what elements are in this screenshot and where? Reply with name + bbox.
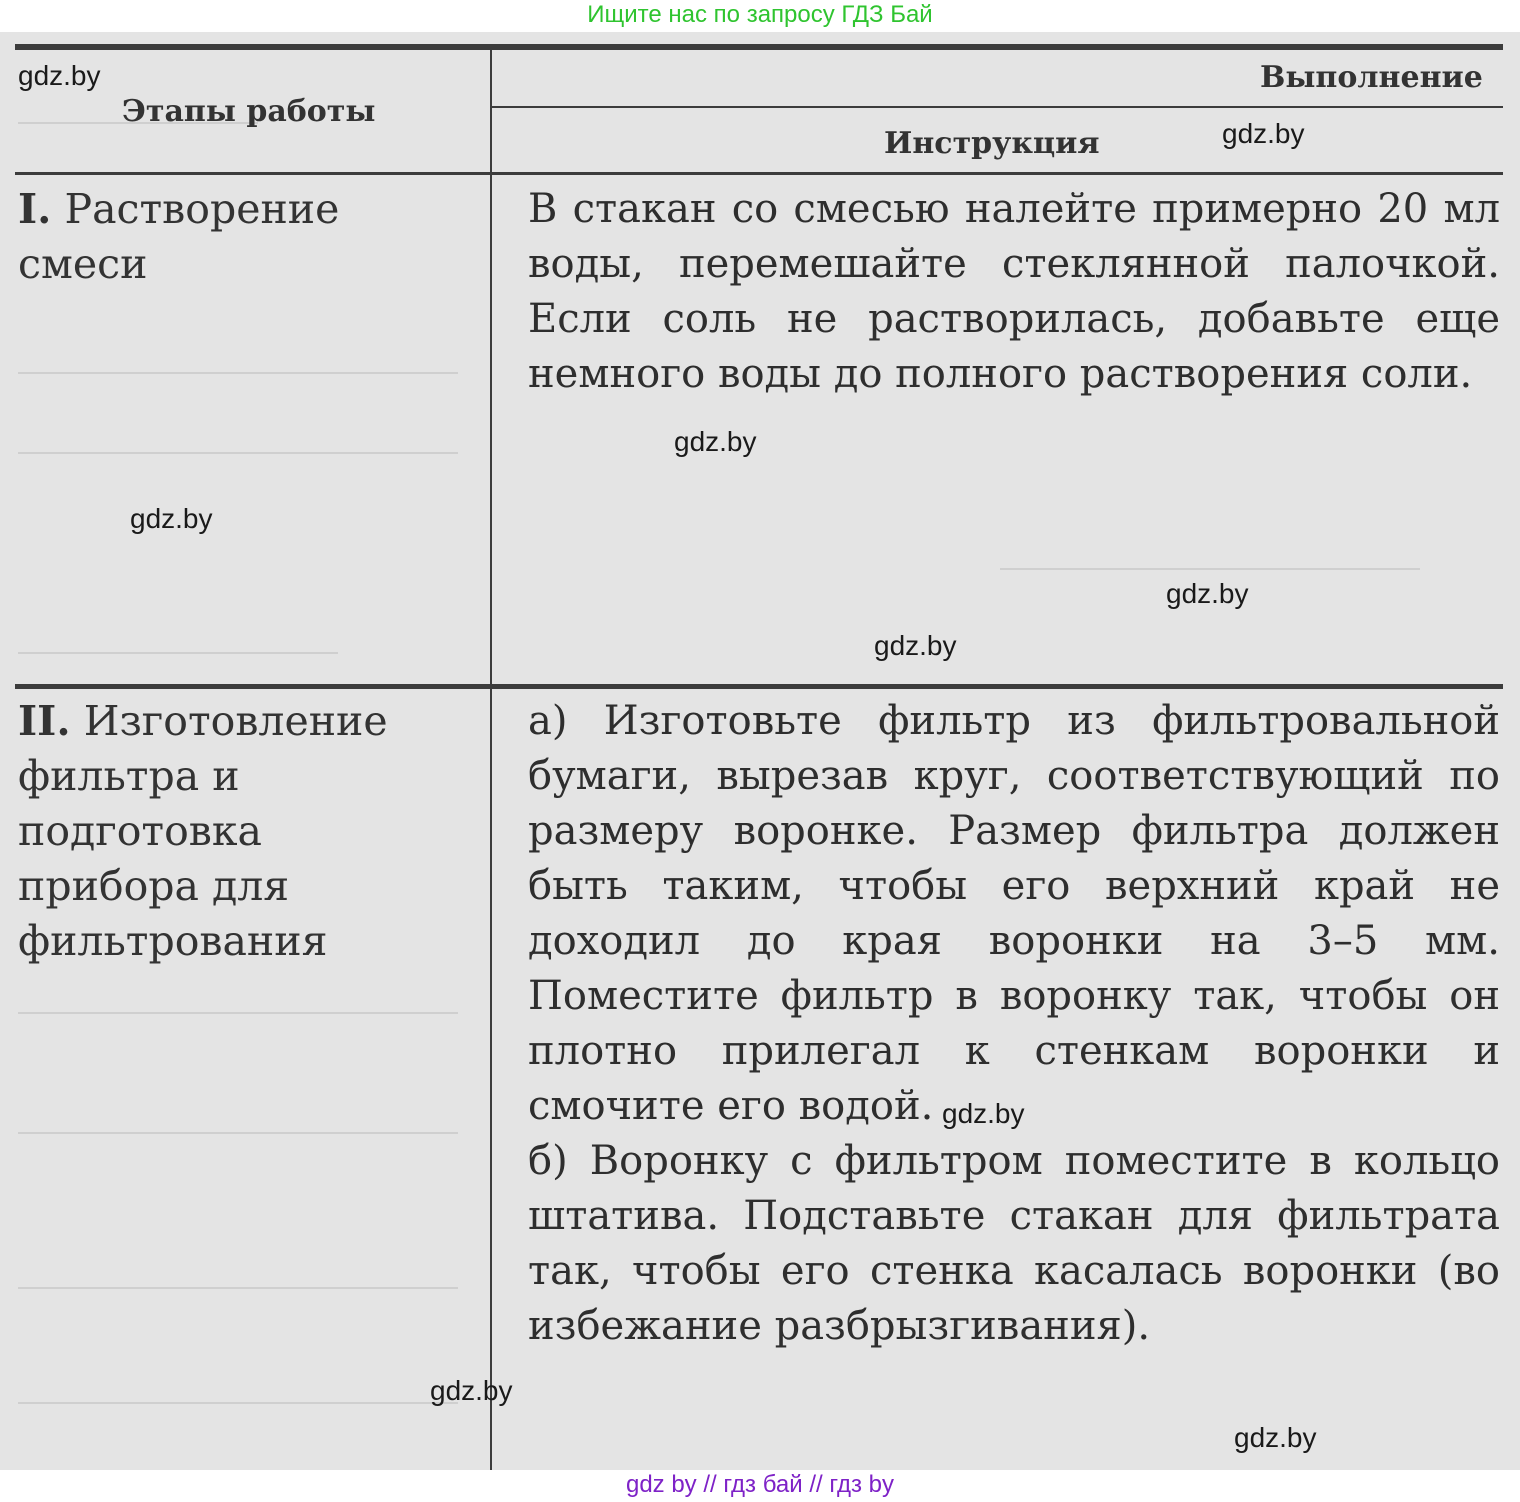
ghost-line xyxy=(18,1012,458,1014)
table-top-rule xyxy=(15,44,1503,50)
top-banner[interactable]: Ищите нас по запросу ГДЗ Бай xyxy=(587,1,933,28)
ghost-line xyxy=(18,452,458,454)
watermark: gdz.by xyxy=(1222,118,1305,149)
instruction-paragraph: а) Изготовьте фильтр из фильтровальной бумаги, вырезав круг, соответствующий по размеру воронке. Размер фильтра должен быть таким, чтобы его верхний край не доходил до края воронки на 3–5 мм. Поместите фильтр в воронку так, чтобы он плотно прилегал к стенкам воронки и смочите его водой. xyxy=(528,698,1500,1129)
watermark: gdz.by xyxy=(1166,578,1249,609)
ghost-line xyxy=(18,1402,458,1404)
stage-title: Растворение смеси xyxy=(18,185,340,288)
header-instruction: Инструкция xyxy=(884,126,1100,161)
instruction-paragraph: б) Воронку с фильтром поместите в кольцо штатива. Подставьте стакан для фильтрата так, чтобы его стенка касалась воронки (во избежание разбрызгивания). xyxy=(528,1138,1500,1349)
instruction-2 xyxy=(528,694,1500,1354)
stage-number: II. xyxy=(18,697,71,745)
ghost-line xyxy=(18,372,458,374)
watermark: gdz.by xyxy=(130,503,213,534)
watermark: gdz.by xyxy=(430,1375,513,1406)
column-divider xyxy=(490,46,492,1470)
stage-number: I. xyxy=(18,185,52,233)
header-stages: Этапы работы xyxy=(122,94,376,129)
watermark: gdz.by xyxy=(874,630,957,661)
watermark: gdz.by xyxy=(942,1098,1025,1129)
watermark: gdz.by xyxy=(18,60,101,91)
watermark: gdz.by xyxy=(1234,1422,1317,1453)
subheader-rule xyxy=(490,106,1503,108)
header-execution: Выполнение xyxy=(1260,60,1483,95)
instruction-paragraph: В стакан со смесью налейте примерно 20 мл воды, перемешайте стеклянной палочкой. Если соль не растворилась, добавьте еще немного воды до полного растворения соли. xyxy=(528,186,1500,397)
ghost-line xyxy=(18,1132,458,1134)
ghost-line xyxy=(1000,568,1420,570)
header-bottom-rule xyxy=(15,172,1503,175)
instruction-1 xyxy=(528,182,1500,402)
stage-2 xyxy=(18,694,438,969)
ghost-line xyxy=(18,652,338,654)
stage-1 xyxy=(18,182,438,292)
stage-title: Изготовление фильтра и подготовка прибора для фильтрования xyxy=(18,697,388,965)
bottom-banner[interactable]: gdz by // гдз бай // гдз by xyxy=(0,1470,1520,1502)
watermark: gdz.by xyxy=(674,426,757,457)
ghost-line xyxy=(18,1287,458,1289)
scanned-page xyxy=(0,32,1520,1470)
row-divider xyxy=(15,684,1503,689)
